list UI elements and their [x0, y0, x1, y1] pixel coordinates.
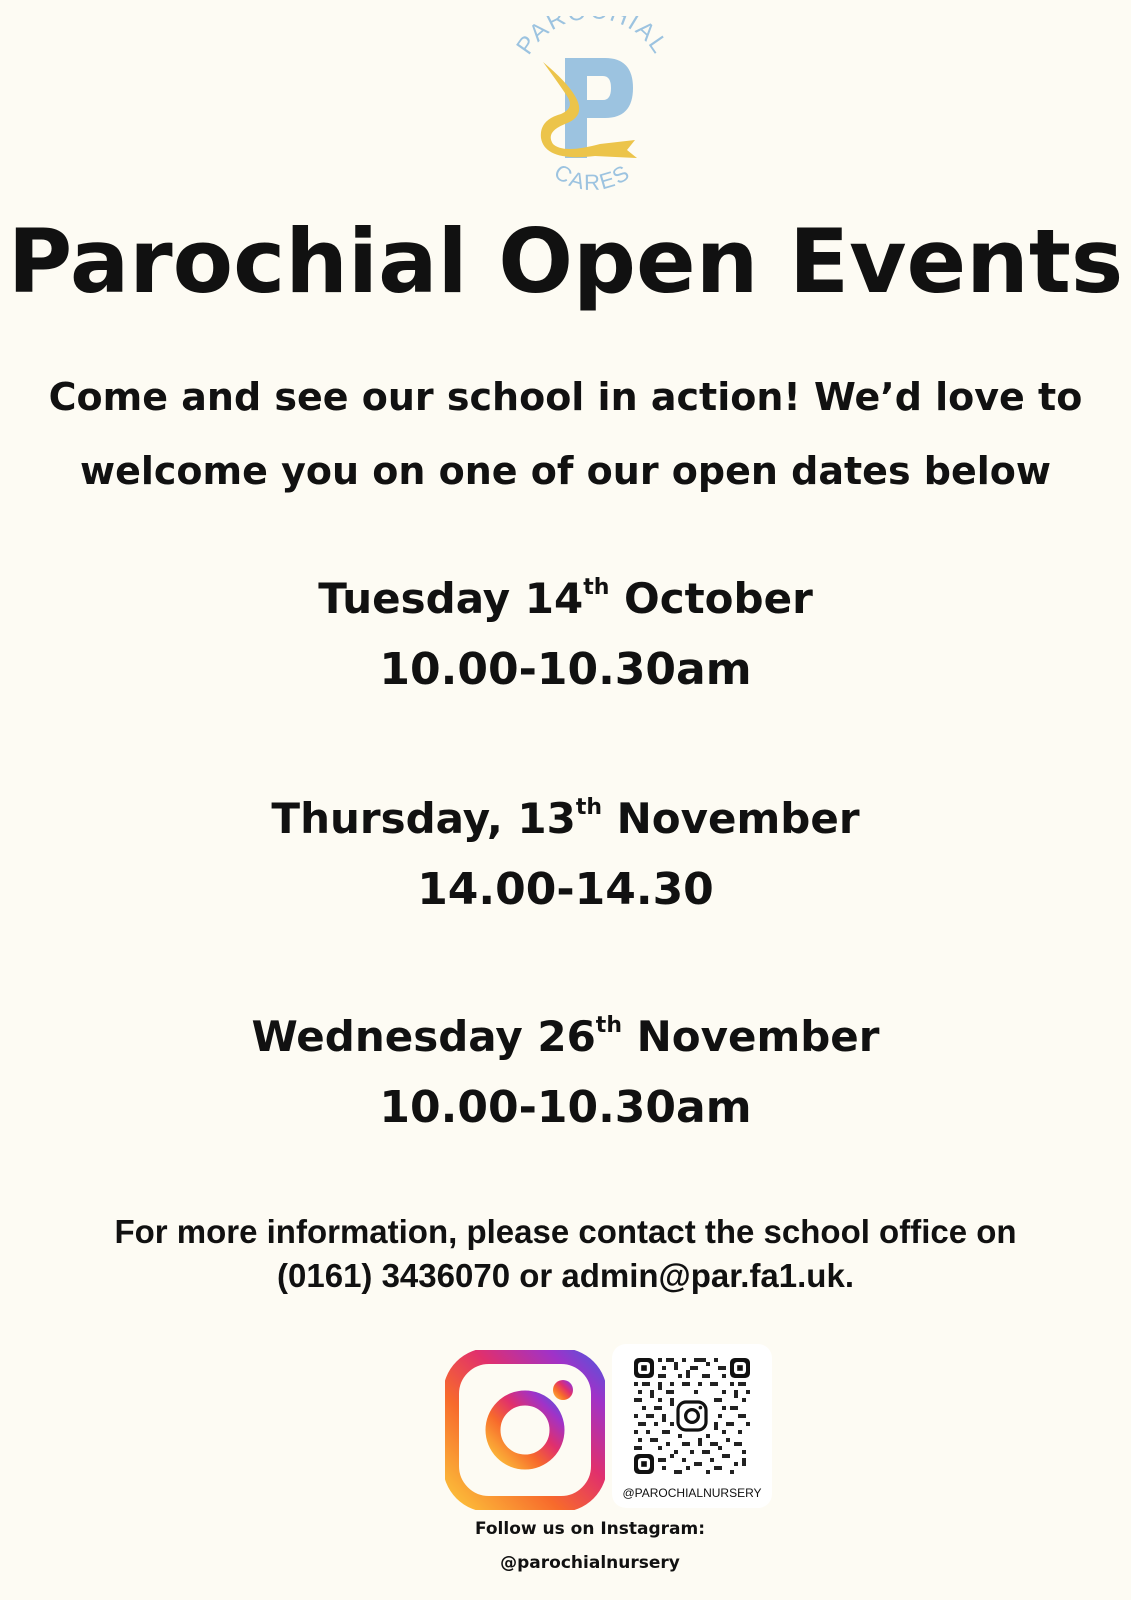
event-time: 10.00-10.30am [379, 644, 752, 695]
event-time: 14.00-14.30 [417, 864, 714, 915]
event-1 [0, 566, 1131, 708]
instagram-follow-text [440, 1512, 740, 1580]
qr-handle-label: @PAROCHIALNURSERY [622, 1486, 762, 1500]
logo-top-text: PAR HIAL [511, 16, 674, 60]
svg-text:PAROCHIAL [511, 16, 673, 59]
intro-line-1: Come and see our school in action! We’d love to [48, 375, 1083, 419]
event-date: Thursday, 13th November [271, 794, 860, 843]
logo-bottom-text: CARES [549, 158, 636, 195]
contact-info [20, 1210, 1111, 1298]
intro-text [40, 360, 1091, 508]
follow-line-1: Follow us on Instagram: [474, 1519, 706, 1539]
event-time: 10.00-10.30am [379, 1082, 752, 1133]
qr-code-icon [634, 1358, 750, 1474]
contact-line-1: For more information, please contact the school office on [114, 1213, 1017, 1250]
event-date: Tuesday 14th October [318, 574, 813, 623]
instagram-handle-link[interactable]: @parochialnursery [500, 1553, 680, 1573]
event-date: Wednesday 26th November [251, 1012, 880, 1061]
page-title: Parochial Open Events [7, 210, 1124, 313]
svg-text:CARES [550, 159, 635, 195]
intro-line-2: welcome you on one of our open dates below [79, 449, 1052, 493]
parochial-cares-logo [505, 16, 680, 196]
event-3 [0, 1004, 1131, 1146]
instagram-icon[interactable] [445, 1350, 605, 1510]
event-2 [0, 786, 1131, 928]
contact-line-2: (0161) 3436070 or admin@par.fa1.uk. [277, 1257, 854, 1294]
instagram-qr-code[interactable] [612, 1344, 772, 1508]
